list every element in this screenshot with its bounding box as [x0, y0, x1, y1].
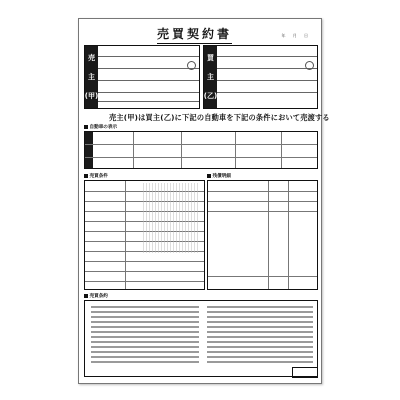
vehicle-table-column-divider	[235, 132, 236, 168]
seller-fields[interactable]	[98, 46, 199, 108]
payment-table-row-divider	[208, 191, 317, 192]
clauses-section-label: 売買条約	[89, 294, 108, 299]
vehicle-table-column-divider	[281, 132, 282, 168]
clauses-box	[84, 300, 318, 377]
buyer-tag	[204, 46, 217, 108]
clause-text-line	[207, 351, 313, 353]
inspection-stamp-box	[292, 367, 318, 378]
seller-tag-char-2: 主	[88, 72, 95, 81]
amount-digit-grid	[143, 183, 199, 253]
clause-text-line	[91, 311, 199, 313]
date-field-label: 年 月 日	[281, 33, 311, 38]
section-square-icon	[207, 174, 211, 178]
clause-text-line	[91, 316, 199, 318]
terms-table-column-divider	[125, 181, 126, 289]
clause-text-line	[91, 361, 199, 363]
terms-table-row-divider	[85, 261, 204, 262]
buyer-fields[interactable]	[217, 46, 317, 108]
clause-text-line	[207, 321, 313, 323]
clause-text-line	[91, 351, 199, 353]
clause-text-line	[91, 321, 199, 323]
clause-text-line	[91, 326, 199, 328]
payment-table-row-divider	[208, 276, 317, 277]
terms-table[interactable]	[84, 180, 205, 290]
seller-row-divider	[98, 68, 199, 69]
vehicle-table-row-divider	[85, 144, 317, 145]
clause-text-line	[207, 326, 313, 328]
seller-box	[84, 45, 200, 109]
payment-table-column-divider	[288, 181, 289, 289]
buyer-tag-char-2: 主	[207, 72, 214, 81]
clause-text-line	[207, 306, 313, 308]
terms-section-label: 売買条件	[89, 174, 108, 179]
section-square-icon	[84, 174, 88, 178]
buyer-tag-char-3: (乙)	[203, 92, 218, 101]
clause-text-line	[207, 361, 313, 363]
buyer-row-divider	[217, 56, 317, 57]
payment-table[interactable]	[207, 180, 318, 290]
terms-table-row-divider	[85, 281, 204, 282]
clause-text-line	[91, 356, 199, 358]
seal-circle	[305, 61, 314, 70]
seller-tag	[85, 46, 98, 108]
terms-table-row-divider	[85, 271, 204, 272]
buyer-row-divider	[217, 80, 317, 81]
contract-statement: 売主(甲)は買主(乙)に下記の自動車を下記の条件において売渡する	[109, 113, 330, 122]
clause-text-line	[91, 336, 199, 338]
vehicle-section-label: 自動車の表示	[89, 125, 118, 130]
payment-section-label: 残債明細	[212, 174, 231, 179]
buyer-box	[203, 45, 318, 109]
clause-text-line	[207, 311, 313, 313]
clause-text-line	[207, 331, 313, 333]
terms-section-heading	[84, 173, 108, 179]
vehicle-table-label-column	[85, 132, 93, 168]
payment-table-column-divider	[268, 181, 269, 289]
seller-tag-char-1: 売	[88, 53, 95, 62]
clauses-section-heading	[84, 293, 108, 299]
payment-section-heading	[207, 173, 231, 179]
payment-table-row-divider	[208, 211, 317, 212]
section-square-icon	[84, 125, 88, 129]
clause-text-line	[91, 306, 199, 308]
clause-text-line	[91, 346, 199, 348]
clause-text-line	[91, 341, 199, 343]
clause-text-line	[207, 341, 313, 343]
buyer-row-divider	[217, 68, 317, 69]
seller-tag-char-3: (甲)	[84, 92, 99, 101]
buyer-row-divider	[217, 92, 317, 93]
vehicle-table-column-divider	[181, 132, 182, 168]
vehicle-table-row-divider	[85, 157, 317, 158]
seller-row-divider	[98, 56, 199, 57]
payment-table-row-divider	[208, 201, 317, 202]
clause-text-line	[207, 356, 313, 358]
section-square-icon	[84, 294, 88, 298]
seller-row-divider	[98, 80, 199, 81]
vehicle-section-heading	[84, 124, 117, 130]
clause-text-line	[207, 336, 313, 338]
document-title: 売買契約書	[157, 25, 232, 44]
clause-text-line	[207, 316, 313, 318]
vehicle-table	[84, 131, 318, 169]
seller-row-divider	[98, 92, 199, 93]
clause-text-line	[91, 331, 199, 333]
vehicle-table-column-divider	[133, 132, 134, 168]
buyer-tag-char-1: 買	[207, 53, 214, 62]
clause-text-line	[207, 346, 313, 348]
seal-circle	[187, 61, 196, 70]
contract-sheet	[78, 18, 330, 384]
seller-row-divider	[98, 101, 199, 102]
